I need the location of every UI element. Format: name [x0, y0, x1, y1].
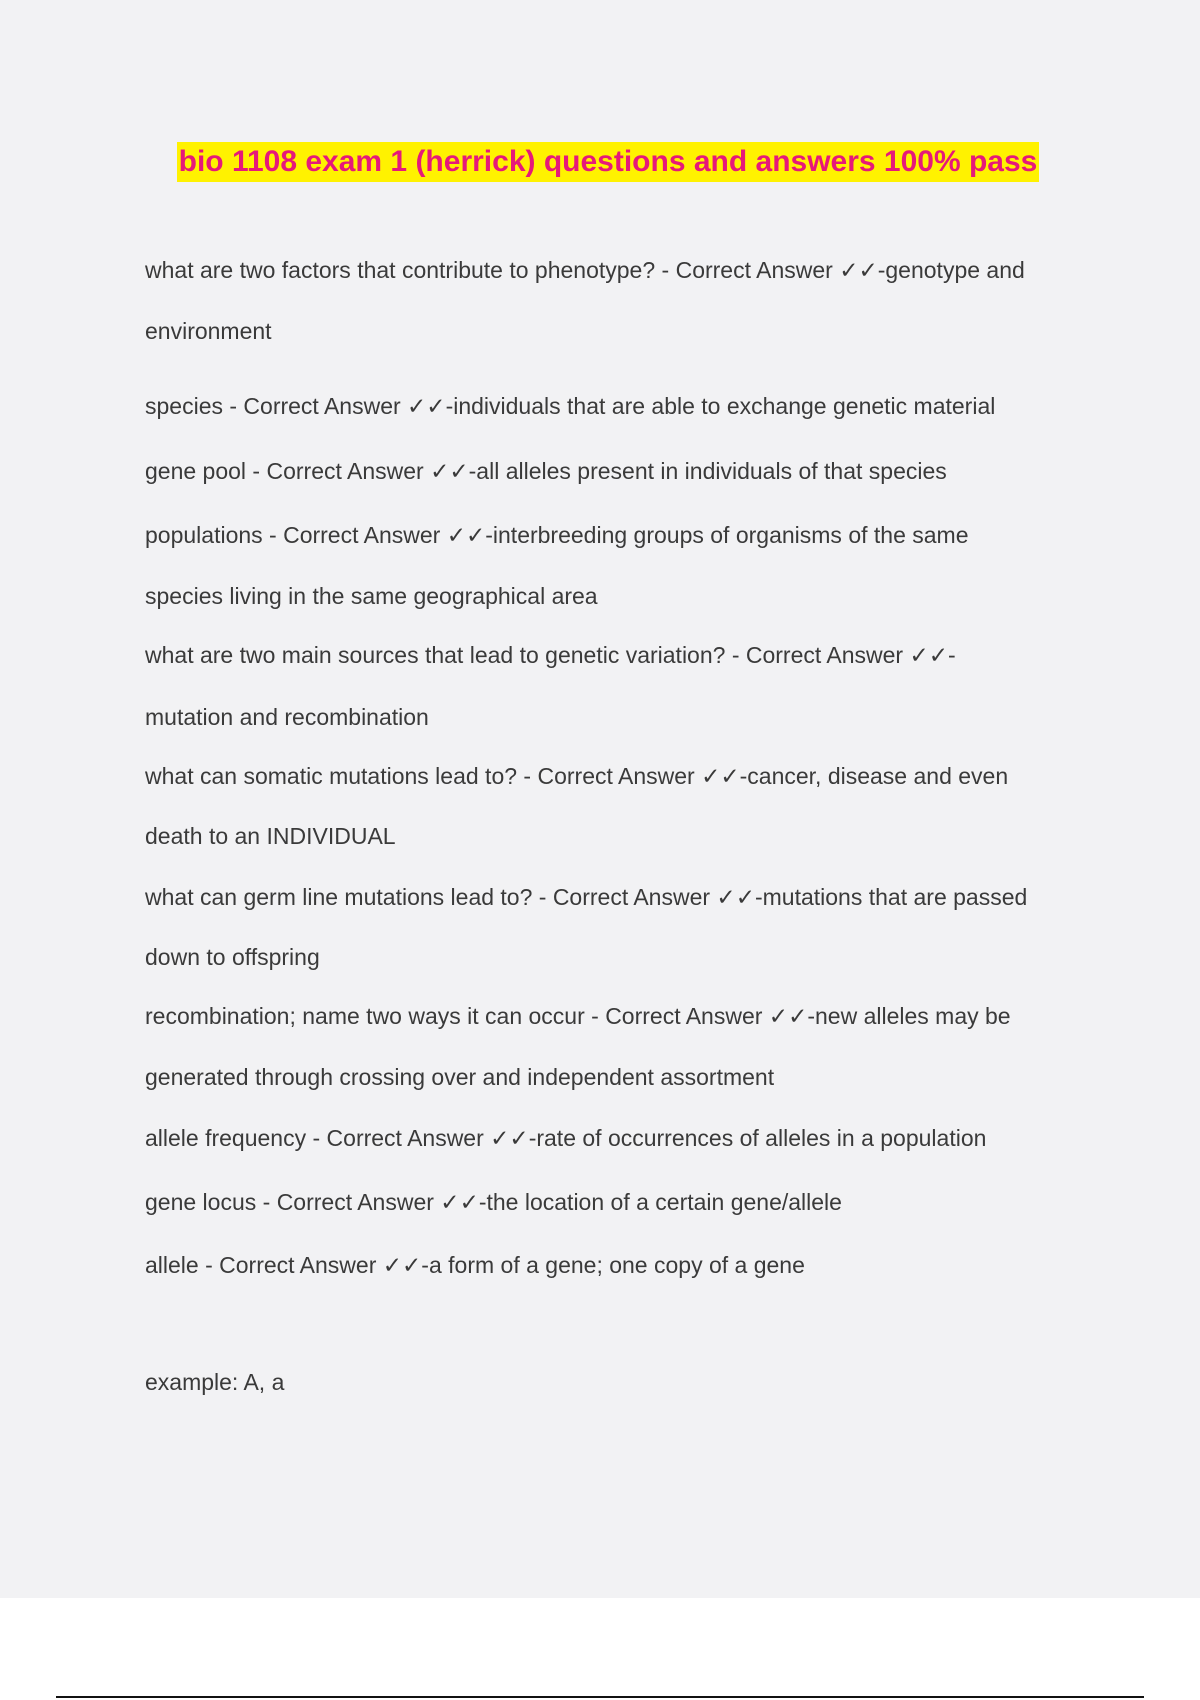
text-line: what are two main sources that lead to genetic variation? - Correct Answer ✓✓-: [145, 642, 956, 668]
text-line: species living in the same geographical area: [145, 583, 598, 609]
title-wrapper: [0, 142, 1200, 182]
text-line: what can somatic mutations lead to? - Correct Answer ✓✓-cancer, disease and even: [145, 763, 1009, 789]
text-line: environment: [145, 318, 272, 344]
text-line: mutation and recombination: [145, 704, 429, 730]
text-line: what are two factors that contribute to phenotype? - Correct Answer ✓✓-genotype and: [145, 257, 1025, 283]
text-line: allele frequency - Correct Answer ✓✓-rate of occurrences of alleles in a population: [145, 1125, 987, 1151]
text-line: allele - Correct Answer ✓✓-a form of a gene; one copy of a gene: [145, 1252, 805, 1278]
text-line: generated through crossing over and independent assortment: [145, 1064, 775, 1090]
document-title: bio 1108 exam 1 (herrick) questions and answers 100% pass: [177, 142, 1040, 182]
text-line: example: A, a: [145, 1369, 285, 1395]
text-line: death to an INDIVIDUAL: [145, 823, 396, 849]
text-line: what can germ line mutations lead to? - Correct Answer ✓✓-mutations that are passed: [145, 884, 1028, 910]
text-line: gene locus - Correct Answer ✓✓-the location of a certain gene/allele: [145, 1189, 842, 1215]
text-line: down to offspring: [145, 944, 320, 970]
text-line: populations - Correct Answer ✓✓-interbreeding groups of organisms of the same: [145, 522, 969, 548]
text-line: gene pool - Correct Answer ✓✓-all alleles present in individuals of that species: [145, 458, 947, 484]
text-line: recombination; name two ways it can occur - Correct Answer ✓✓-new alleles may be: [145, 1003, 1011, 1029]
footer-divider: [56, 1696, 1144, 1698]
text-line: species - Correct Answer ✓✓-individuals that are able to exchange genetic material: [145, 393, 996, 419]
